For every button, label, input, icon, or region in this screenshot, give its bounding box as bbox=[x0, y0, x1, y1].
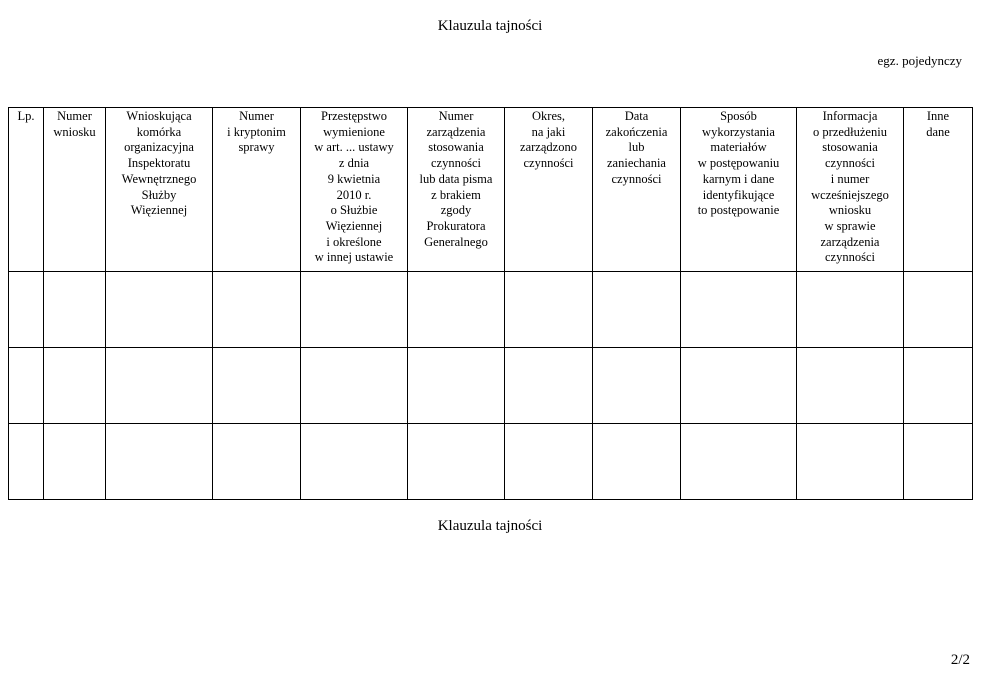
column-header-sposob-wykorzystania: Sposób wykorzystania materiałów w postępowaniu karnym i dane identyfikujące to postępowanie bbox=[681, 108, 797, 272]
table-cell[interactable] bbox=[44, 272, 106, 348]
table-cell[interactable] bbox=[213, 424, 301, 500]
table-cell[interactable] bbox=[904, 272, 973, 348]
table-cell[interactable] bbox=[213, 348, 301, 424]
page-number: 2/2 bbox=[950, 652, 970, 668]
table-cell[interactable] bbox=[44, 424, 106, 500]
table-header-row bbox=[9, 108, 973, 272]
table-cell[interactable] bbox=[408, 272, 505, 348]
table-cell[interactable] bbox=[593, 424, 681, 500]
header-classification: Klauzula tajności bbox=[437, 18, 543, 34]
table-cell[interactable] bbox=[681, 272, 797, 348]
table-cell[interactable] bbox=[106, 424, 213, 500]
table-cell[interactable] bbox=[9, 424, 44, 500]
copy-note: egz. pojedynczy bbox=[877, 53, 962, 68]
table-cell[interactable] bbox=[797, 424, 904, 500]
table-row bbox=[9, 424, 973, 500]
table-cell[interactable] bbox=[505, 424, 593, 500]
table-cell[interactable] bbox=[301, 424, 408, 500]
table-cell[interactable] bbox=[106, 272, 213, 348]
footer-classification: Klauzula tajności bbox=[437, 518, 543, 534]
table-cell[interactable] bbox=[44, 348, 106, 424]
table-cell[interactable] bbox=[797, 272, 904, 348]
table-cell[interactable] bbox=[681, 424, 797, 500]
column-header-przestepstwo: Przestępstwo wymienione w art. ... ustawy z dnia 9 kwietnia 2010 r. o Służbie Więziennej i określone w innej ustawie bbox=[301, 108, 408, 272]
column-header-numer-wniosku: Numer wniosku bbox=[44, 108, 106, 272]
table-row bbox=[9, 272, 973, 348]
table-cell[interactable] bbox=[408, 424, 505, 500]
column-header-data-zakonczenia: Data zakończenia lub zaniechania czynności bbox=[593, 108, 681, 272]
register-table bbox=[8, 107, 973, 500]
table-cell[interactable] bbox=[9, 272, 44, 348]
table-cell[interactable] bbox=[681, 348, 797, 424]
table-cell[interactable] bbox=[904, 424, 973, 500]
table-cell[interactable] bbox=[106, 348, 213, 424]
table-cell[interactable] bbox=[408, 348, 505, 424]
column-header-numer-zarzadzenia: Numer zarządzenia stosowania czynności lub data pisma z brakiem zgody Prokuratora Generalnego bbox=[408, 108, 505, 272]
table-cell[interactable] bbox=[213, 272, 301, 348]
table-row bbox=[9, 348, 973, 424]
table-cell[interactable] bbox=[505, 272, 593, 348]
column-header-wnioskujaca-komorka: Wnioskująca komórka organizacyjna Inspektoratu Wewnętrznego Służby Więziennej bbox=[106, 108, 213, 272]
table-cell[interactable] bbox=[505, 348, 593, 424]
table-cell[interactable] bbox=[301, 272, 408, 348]
column-header-informacja-przedluzenie: Informacja o przedłużeniu stosowania czynności i numer wcześniejszego wniosku w sprawie zarządzenia czynności bbox=[797, 108, 904, 272]
column-header-lp: Lp. bbox=[9, 108, 44, 272]
column-header-numer-kryptonim: Numer i kryptonim sprawy bbox=[213, 108, 301, 272]
table-cell[interactable] bbox=[797, 348, 904, 424]
table-cell[interactable] bbox=[593, 348, 681, 424]
table-cell[interactable] bbox=[593, 272, 681, 348]
column-header-inne-dane: Inne dane bbox=[904, 108, 973, 272]
table-cell[interactable] bbox=[301, 348, 408, 424]
table-cell[interactable] bbox=[904, 348, 973, 424]
table-cell[interactable] bbox=[9, 348, 44, 424]
column-header-okres: Okres, na jaki zarządzono czynności bbox=[505, 108, 593, 272]
